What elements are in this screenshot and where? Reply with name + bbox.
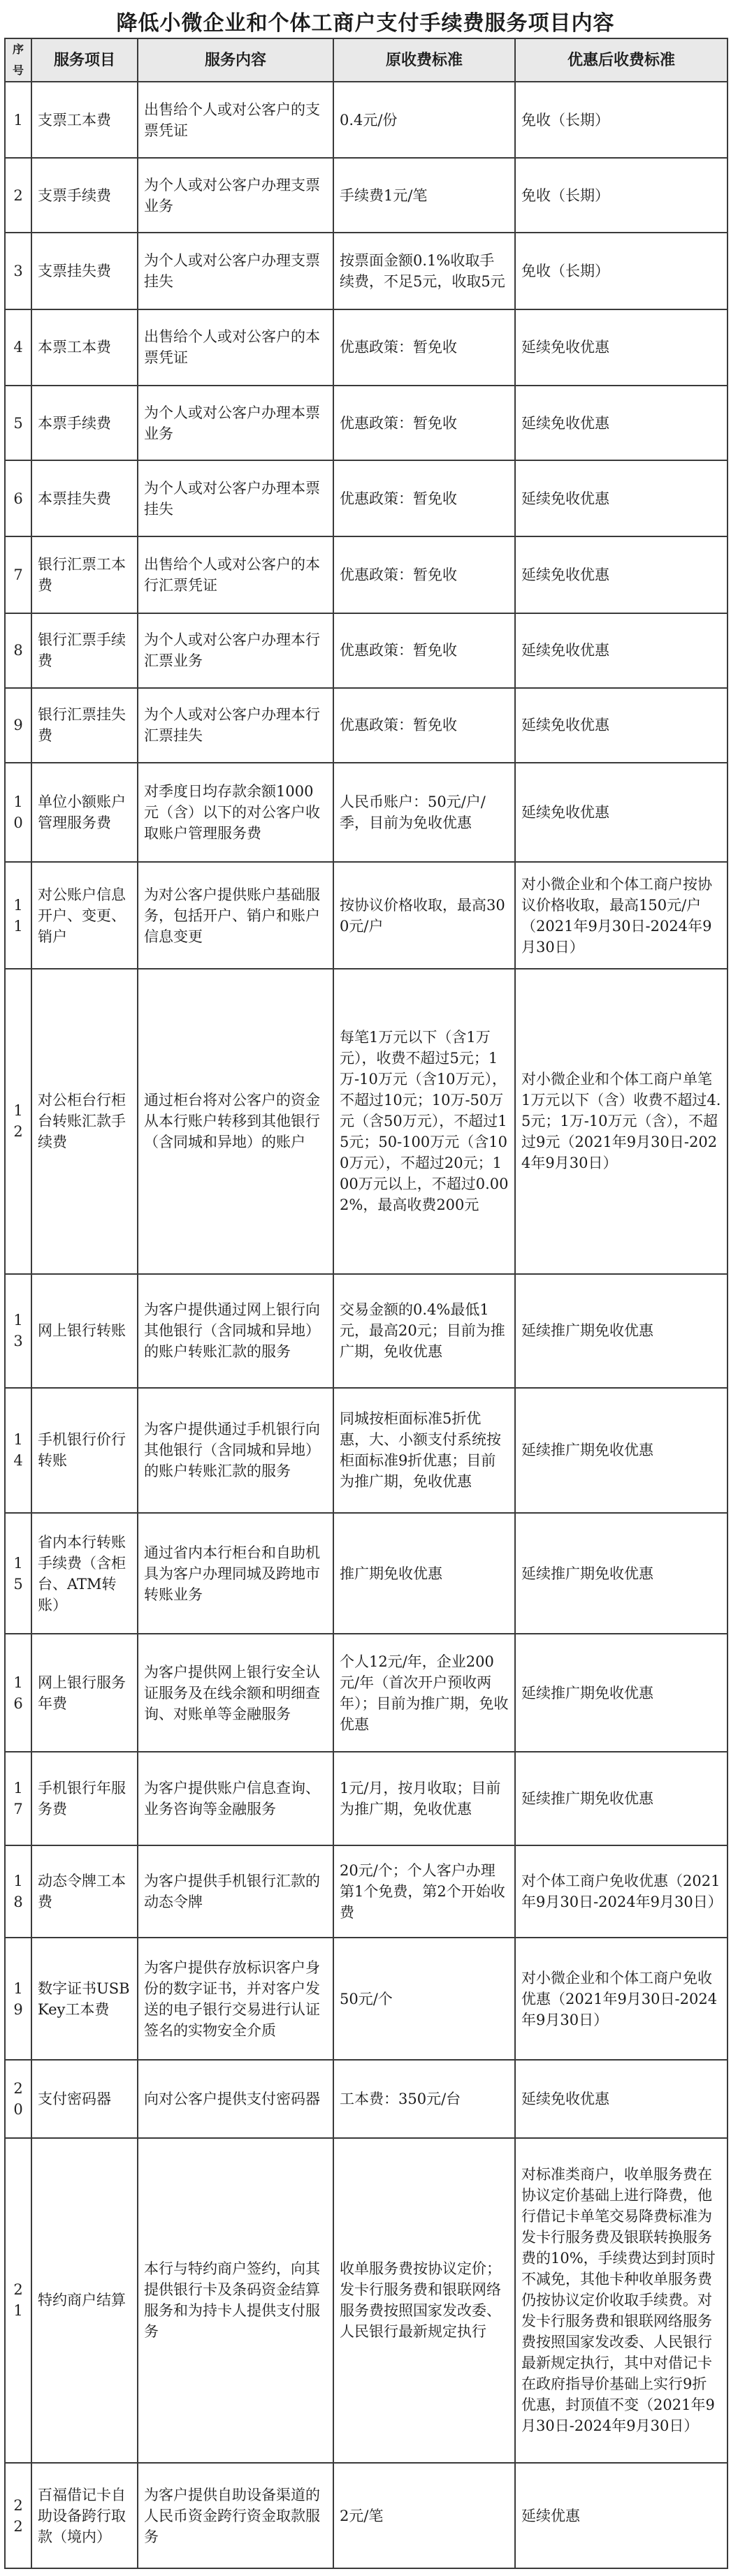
row-item: 支票手续费 [31, 158, 138, 233]
row-num: 19 [5, 1938, 31, 2060]
row-num: 16 [5, 1634, 31, 1752]
row-original: 优惠政策：暂免收 [333, 460, 515, 536]
row-preferential: 延续免收优惠 [515, 460, 728, 536]
table-row [5, 309, 728, 386]
row-preferential: 延续免收优惠 [515, 536, 728, 613]
row-num: 20 [5, 2060, 31, 2137]
row-preferential: 延续免收优惠 [515, 2060, 728, 2137]
row-preferential: 对小微企业和个体工商户按协议价格收取，最高150元/户（2021年9月30日-2024年9月30日） [515, 862, 728, 969]
table-row [5, 1752, 728, 1845]
table-row [5, 386, 728, 460]
row-preferential: 对个体工商户免收优惠（2021年9月30日-2024年9月30日） [515, 1845, 728, 1938]
row-original: 优惠政策：暂免收 [333, 386, 515, 460]
row-content: 为个人或对公客户办理本行汇票挂失 [138, 688, 333, 763]
row-item: 支票工本费 [31, 82, 138, 158]
row-num: 8 [5, 613, 31, 688]
row-content: 为客户提供通过网上银行向其他银行（含同城和异地）的账户转账汇款的服务 [138, 1274, 333, 1388]
row-num: 10 [5, 763, 31, 862]
row-preferential: 对标准类商户，收单服务费在协议定价基础上进行降费，他行借记卡单笔交易降费标准为发卡行服务费及银联转换服务费的10%，手续费达到封顶时不减免，其他卡种收单服务费仍按协议定价收取手续费。对发卡行服务费和银联网络服务费按照国家发改委、人民银行最新规定执行，其中对借记卡在政府指导价基础上实行9折优惠，封顶值不变（2021年9月30日-2024年9月30日） [515, 2138, 728, 2464]
row-item: 网上银行转账 [31, 1274, 138, 1388]
row-content: 为个人或对公客户办理本票挂失 [138, 460, 333, 536]
row-content: 为客户提供手机银行汇款的动态令牌 [138, 1845, 333, 1938]
row-num: 17 [5, 1752, 31, 1845]
row-num: 3 [5, 233, 31, 309]
table-row [5, 1388, 728, 1513]
row-item: 本票手续费 [31, 386, 138, 460]
row-content: 通过省内本行柜台和自助机具为客户办理同城及跨地市转账业务 [138, 1513, 333, 1634]
row-preferential: 延续免收优惠 [515, 688, 728, 763]
row-item: 银行汇票手续费 [31, 613, 138, 688]
document-title: 降低小微企业和个体工商户支付手续费服务项目内容 [116, 11, 615, 36]
row-content: 为客户提供网上银行安全认证服务及在线余额和明细查询、对账单等金融服务 [138, 1634, 333, 1752]
row-num: 15 [5, 1513, 31, 1634]
row-num: 5 [5, 386, 31, 460]
table-row [5, 1845, 728, 1938]
table-row [5, 460, 728, 536]
header-content: 服务内容 [138, 38, 333, 82]
row-item: 支付密码器 [31, 2060, 138, 2137]
row-original: 工本费：350元/台 [333, 2060, 515, 2137]
table-row [5, 2138, 728, 2464]
row-original: 优惠政策：暂免收 [333, 309, 515, 386]
header-num: 序号 [5, 38, 31, 82]
row-content: 为客户提供存放标识客户身份的数字证书，并对客户发送的电子银行交易进行认证签名的实物安全介质 [138, 1938, 333, 2060]
row-item: 本票挂失费 [31, 460, 138, 536]
row-original: 2元/笔 [333, 2463, 515, 2568]
row-content: 为客户提供自助设备渠道的人民币资金跨行资金取款服务 [138, 2463, 333, 2568]
table-row [5, 763, 728, 862]
table-header-row [5, 38, 728, 82]
table-row [5, 1274, 728, 1388]
row-preferential: 延续推广期免收优惠 [515, 1388, 728, 1513]
table-row [5, 82, 728, 158]
row-preferential: 延续免收优惠 [515, 763, 728, 862]
row-original: 50元/个 [333, 1938, 515, 2060]
row-original: 手续费1元/笔 [333, 158, 515, 233]
row-content: 本行与特约商户签约，向其提供银行卡及条码资金结算服务和为持卡人提供支付服务 [138, 2138, 333, 2464]
row-original: 0.4元/份 [333, 82, 515, 158]
row-num: 18 [5, 1845, 31, 1938]
row-num: 12 [5, 969, 31, 1274]
row-content: 向对公客户提供支付密码器 [138, 2060, 333, 2137]
row-preferential: 免收（长期） [515, 233, 728, 309]
table-row [5, 1938, 728, 2060]
row-original: 20元/个；个人客户办理第1个免费，第2个开始收费 [333, 1845, 515, 1938]
row-content: 为个人或对公客户办理支票业务 [138, 158, 333, 233]
table-row [5, 158, 728, 233]
row-original: 1元/月，按月收取；目前为推广期，免收优惠 [333, 1752, 515, 1845]
row-content: 为客户提供通过手机银行向其他银行（含同城和异地）的账户转账汇款的服务 [138, 1388, 333, 1513]
row-preferential: 延续推广期免收优惠 [515, 1274, 728, 1388]
row-original: 推广期免收优惠 [333, 1513, 515, 1634]
row-item: 省内本行转账手续费（含柜台、ATM转账） [31, 1513, 138, 1634]
row-content: 为个人或对公客户办理本行汇票业务 [138, 613, 333, 688]
row-preferential: 延续推广期免收优惠 [515, 1752, 728, 1845]
row-item: 手机银行年服务费 [31, 1752, 138, 1845]
table-row [5, 862, 728, 969]
row-num: 9 [5, 688, 31, 763]
row-item: 动态令牌工本费 [31, 1845, 138, 1938]
row-num: 4 [5, 309, 31, 386]
row-original: 按票面金额0.1%收取手续费，不足5元，收取5元 [333, 233, 515, 309]
row-num: 11 [5, 862, 31, 969]
table-row [5, 2463, 728, 2568]
row-content: 为对公客户提供账户基础服务，包括开户、销户和账户信息变更 [138, 862, 333, 969]
row-content: 出售给个人或对公客户的支票凭证 [138, 82, 333, 158]
table-row [5, 233, 728, 309]
row-content: 出售给个人或对公客户的本行汇票凭证 [138, 536, 333, 613]
table-row [5, 969, 728, 1274]
row-item: 百福借记卡自助设备跨行取款（境内） [31, 2463, 138, 2568]
row-item: 手机银行价行转账 [31, 1388, 138, 1513]
row-item: 特约商户结算 [31, 2138, 138, 2464]
row-original: 同城按柜面标准5折优惠，大、小额支付系统按柜面标准9折优惠；目前为推广期，免收优惠 [333, 1388, 515, 1513]
row-original: 按协议价格收取，最高300元/户 [333, 862, 515, 969]
row-original: 优惠政策：暂免收 [333, 613, 515, 688]
row-item: 银行汇票挂失费 [31, 688, 138, 763]
table-row [5, 613, 728, 688]
row-original: 人民币账户：50元/户/季，目前为免收优惠 [333, 763, 515, 862]
row-content: 出售给个人或对公客户的本票凭证 [138, 309, 333, 386]
table-body [5, 82, 728, 2568]
row-preferential: 延续免收优惠 [515, 386, 728, 460]
row-preferential: 延续优惠 [515, 2463, 728, 2568]
row-content: 为客户提供账户信息查询、业务咨询等金融服务 [138, 1752, 333, 1845]
fee-table [4, 38, 728, 2569]
row-original: 每笔1万元以下（含1万元），收费不超过5元；1万-10万元（含10万元），不超过10元；10万-50万元（含50万元），不超过15元；50-100万元（含100万元），不超过20元；100万元以上，不超过0.002%，最高收费200元 [333, 969, 515, 1274]
row-item: 网上银行服务年费 [31, 1634, 138, 1752]
table-row [5, 688, 728, 763]
row-content: 通过柜台将对公客户的资金从本行账户转移到其他银行（含同城和异地）的账户 [138, 969, 333, 1274]
row-num: 13 [5, 1274, 31, 1388]
row-item: 对公柜台行柜台转账汇款手续费 [31, 969, 138, 1274]
row-original: 交易金额的0.4%最低1元，最高20元；目前为推广期，免收优惠 [333, 1274, 515, 1388]
row-item: 银行汇票工本费 [31, 536, 138, 613]
row-item: 对公账户信息开户、变更、销户 [31, 862, 138, 969]
row-preferential: 免收（长期） [515, 158, 728, 233]
row-preferential: 延续免收优惠 [515, 309, 728, 386]
row-item: 数字证书USBKey工本费 [31, 1938, 138, 2060]
header-preferential: 优惠后收费标准 [515, 38, 728, 82]
row-preferential: 延续推广期免收优惠 [515, 1634, 728, 1752]
row-preferential: 对小微企业和个体工商户免收优惠（2021年9月30日-2024年9月30日） [515, 1938, 728, 2060]
row-num: 6 [5, 460, 31, 536]
row-preferential: 免收（长期） [515, 82, 728, 158]
table-row [5, 1634, 728, 1752]
row-content: 对季度日均存款余额1000元（含）以下的对公客户收取账户管理服务费 [138, 763, 333, 862]
row-content: 为个人或对公客户办理支票挂失 [138, 233, 333, 309]
row-preferential: 对小微企业和个体工商户单笔1万元以下（含）收费不超过4.5元；1万-10万元（含），不超过9元（2021年9月30日-2024年9月30日） [515, 969, 728, 1274]
header-item: 服务项目 [31, 38, 138, 82]
row-content: 为个人或对公客户办理本票业务 [138, 386, 333, 460]
row-num: 2 [5, 158, 31, 233]
header-original: 原收费标准 [333, 38, 515, 82]
row-item: 支票挂失费 [31, 233, 138, 309]
row-item: 本票工本费 [31, 309, 138, 386]
row-item: 单位小额账户管理服务费 [31, 763, 138, 862]
table-row [5, 2060, 728, 2137]
row-original: 优惠政策：暂免收 [333, 688, 515, 763]
row-num: 1 [5, 82, 31, 158]
table-row [5, 1513, 728, 1634]
row-num: 14 [5, 1388, 31, 1513]
row-preferential: 延续免收优惠 [515, 613, 728, 688]
row-original: 优惠政策：暂免收 [333, 536, 515, 613]
row-num: 7 [5, 536, 31, 613]
row-num: 21 [5, 2138, 31, 2464]
table-row [5, 536, 728, 613]
row-num: 22 [5, 2463, 31, 2568]
row-preferential: 延续推广期免收优惠 [515, 1513, 728, 1634]
row-original: 个人12元/年，企业200元/年（首次开户预收两年）；目前为推广期，免收优惠 [333, 1634, 515, 1752]
row-original: 收单服务费按协议定价；发卡行服务费和银联网络服务费按照国家发改委、人民银行最新规定执行 [333, 2138, 515, 2464]
